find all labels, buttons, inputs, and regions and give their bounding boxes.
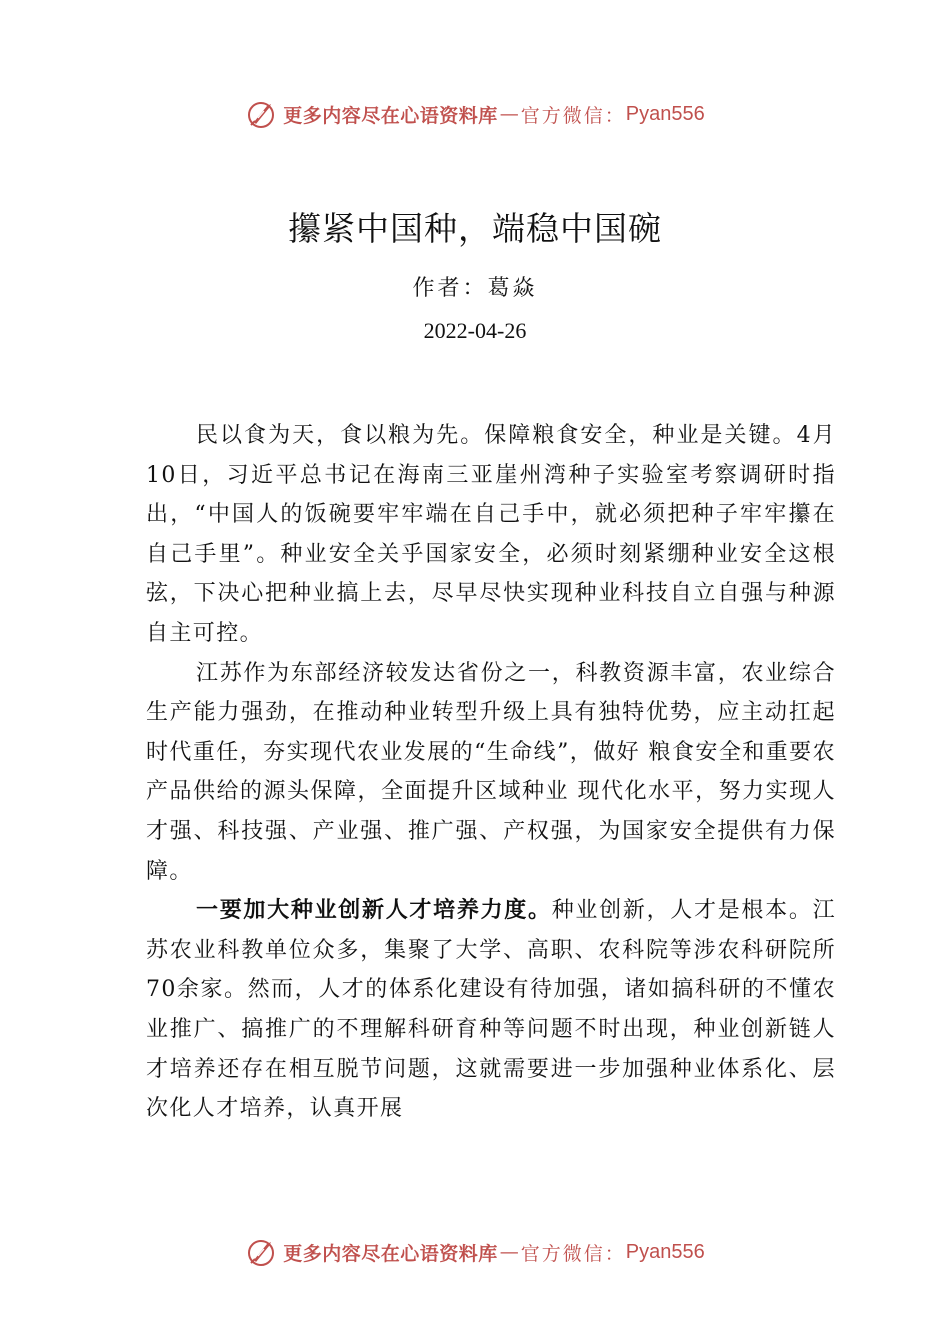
quill-pen-logo-icon	[245, 1236, 277, 1268]
paragraph-3-lead: 一要加大种业创新人才培养力度。	[196, 898, 552, 924]
watermark-dash: —	[499, 1241, 519, 1263]
paragraph-1-text: 民以食为天，食以粮为先。保障粮食安全，种业是关键。4月 10日，习近平总书记在海南三亚崖州湾种子实验室考察调研时指出，“中国人的饭碗要牢牢端在自己手中，就必须把种子牢牢攥在自己手里”。种业安全关乎国家安全，必须时刻紧绷种业安全这根弦，下决心把种业搞上去，尽早尽快实现种业科技自立自强与种源自主可控。	[146, 423, 836, 646]
quill-pen-logo-icon	[245, 98, 277, 130]
paragraph-1	[146, 416, 836, 654]
article-body	[146, 416, 836, 1129]
article-author: 作者：葛焱	[412, 276, 538, 301]
watermark-wechat-label: 官方微信：	[520, 104, 626, 127]
watermark-wechat-label: 官方微信：	[520, 1242, 626, 1265]
paragraph-2-text: 江苏作为东部经济较发达省份之一，科教资源丰富，农业综合生产能力强劲，在推动种业转型升级上具有独特优势，应主动扛起时代重任，夯实现代农业发展的“生命线”，做好 粮食安全和重要农产品供给的源头保障，全面提升区域种业 现代化水平，努力实现人才强、科技强、产业强、推广强、产权强，为国家安全提供有力保障。	[146, 660, 836, 884]
paragraph-3	[146, 891, 836, 1129]
watermark-banner-top	[0, 94, 950, 134]
watermark-brand-text: 更多内容尽在心语资料库	[283, 1242, 498, 1265]
watermark-brand-text: 更多内容尽在心语资料库	[283, 104, 498, 127]
watermark-dash: —	[499, 103, 519, 125]
watermark-wechat-id: Pyan556	[625, 102, 705, 125]
article-date: 2022-04-26	[423, 318, 527, 343]
watermark-wechat-id: Pyan556	[625, 1240, 705, 1263]
paragraph-2	[146, 654, 836, 892]
watermark-banner-bottom	[0, 1232, 950, 1272]
article-title: 攥紧中国种，端稳中国碗	[288, 209, 662, 248]
paragraph-3-text: 种业创新，人才是根本。江苏农业科教单位众多，集聚了大学、高职、农科院等涉农科研院所 70余家。然而，人才的体系化建设有待加强，诸如搞科研的不懂农业推广、搞推广的不理解科研育种等问题不时出现，种业创新链人才培养还存在相互脱节问题，这就需要进一步加强种业体系化、层次化人才培养，认真开展	[146, 898, 836, 1122]
